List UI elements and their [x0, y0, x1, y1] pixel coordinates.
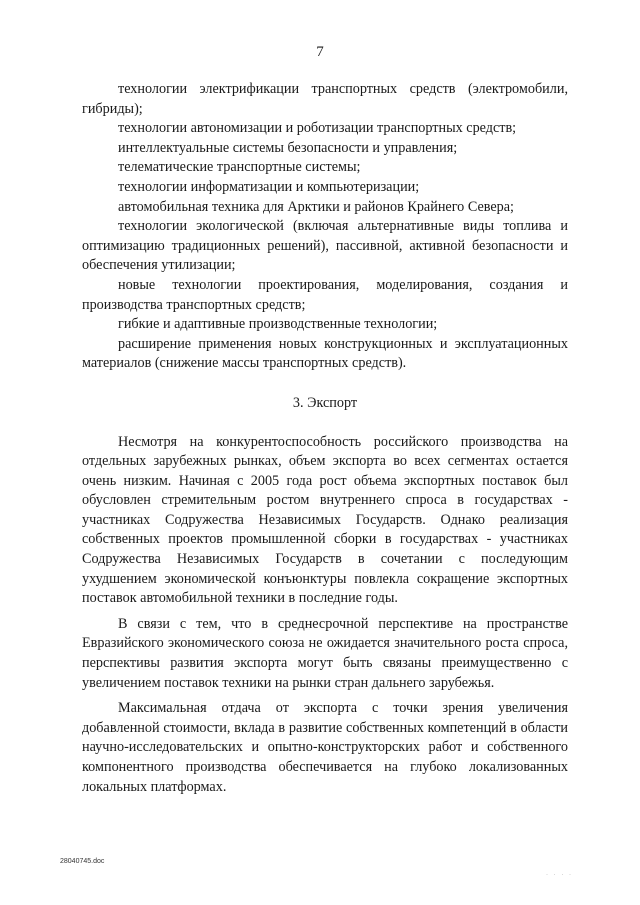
paragraph: Несмотря на конкурентоспособность российского производства на отдельных зарубежных рынках, объем экспорта во всех сегментах остается очень низким. Начиная с 2005 года рост объема экспортных поставок был обусловлен стремительным ростом внутреннего спроса в государствах - участниках Содружества Независимых Государств. Однако реализация собственных проектов промышленной сборки в государствах - участниках Содружества Независимых Государств в сочетании с последующим ухудшением экономической конъюнктуры повлекла сокращение экспортных поставок автомобильной техники в последние годы. [82, 433, 568, 607]
list-item: автомобильная техника для Арктики и районов Крайнего Севера; [118, 198, 514, 215]
paragraph: Максимальная отдача от экспорта с точки зрения увеличения добавленной стоимости, вклада в развитие собственных компетенций в области научно-исследовательских и опытно-конструкторских работ и собственного компонентного производства обеспечивается на глубоко локализованных локальных платформах. [82, 700, 568, 795]
list-item: технологии автономизации и роботизации транспортных средств; [118, 120, 517, 137]
list-item: новые технологии проектирования, моделирования, создания и производства транспортных средств; [82, 276, 568, 313]
list-item: интеллектуальные системы безопасности и управления; [118, 139, 458, 156]
list-item: технологии экологической (включая альтернативные виды топлива и оптимизацию традиционных решений), пассивной, активной безопасности и обеспечения утилизации; [82, 218, 568, 274]
footer-filename: 28040745.doc [60, 858, 105, 865]
scan-artifact: · · · · [546, 872, 573, 878]
document-body [82, 80, 568, 797]
list-item: расширение применения новых конструкционных и эксплуатационных материалов (снижение массы транспортных средств). [82, 335, 568, 372]
list-item: телематические транспортные системы; [118, 159, 361, 176]
paragraph: В связи с тем, что в среднесрочной перспективе на пространстве Евразийского экономического союза не ожидается значительного роста спроса, перспективы развития экспорта могут быть связаны преимущественно с увеличением поставок техники на рынки стран дальнего зарубежья. [82, 615, 568, 691]
list-item: гибкие и адаптивные производственные технологии; [118, 316, 438, 333]
page-number: 7 [316, 44, 324, 60]
section-heading: 3. Экспорт [292, 394, 358, 411]
section-body [82, 433, 568, 798]
list-item: технологии информатизации и компьютеризации; [118, 178, 420, 195]
list-item: технологии электрификации транспортных средств (электромобили, гибриды); [82, 81, 568, 117]
technology-list [82, 80, 568, 374]
